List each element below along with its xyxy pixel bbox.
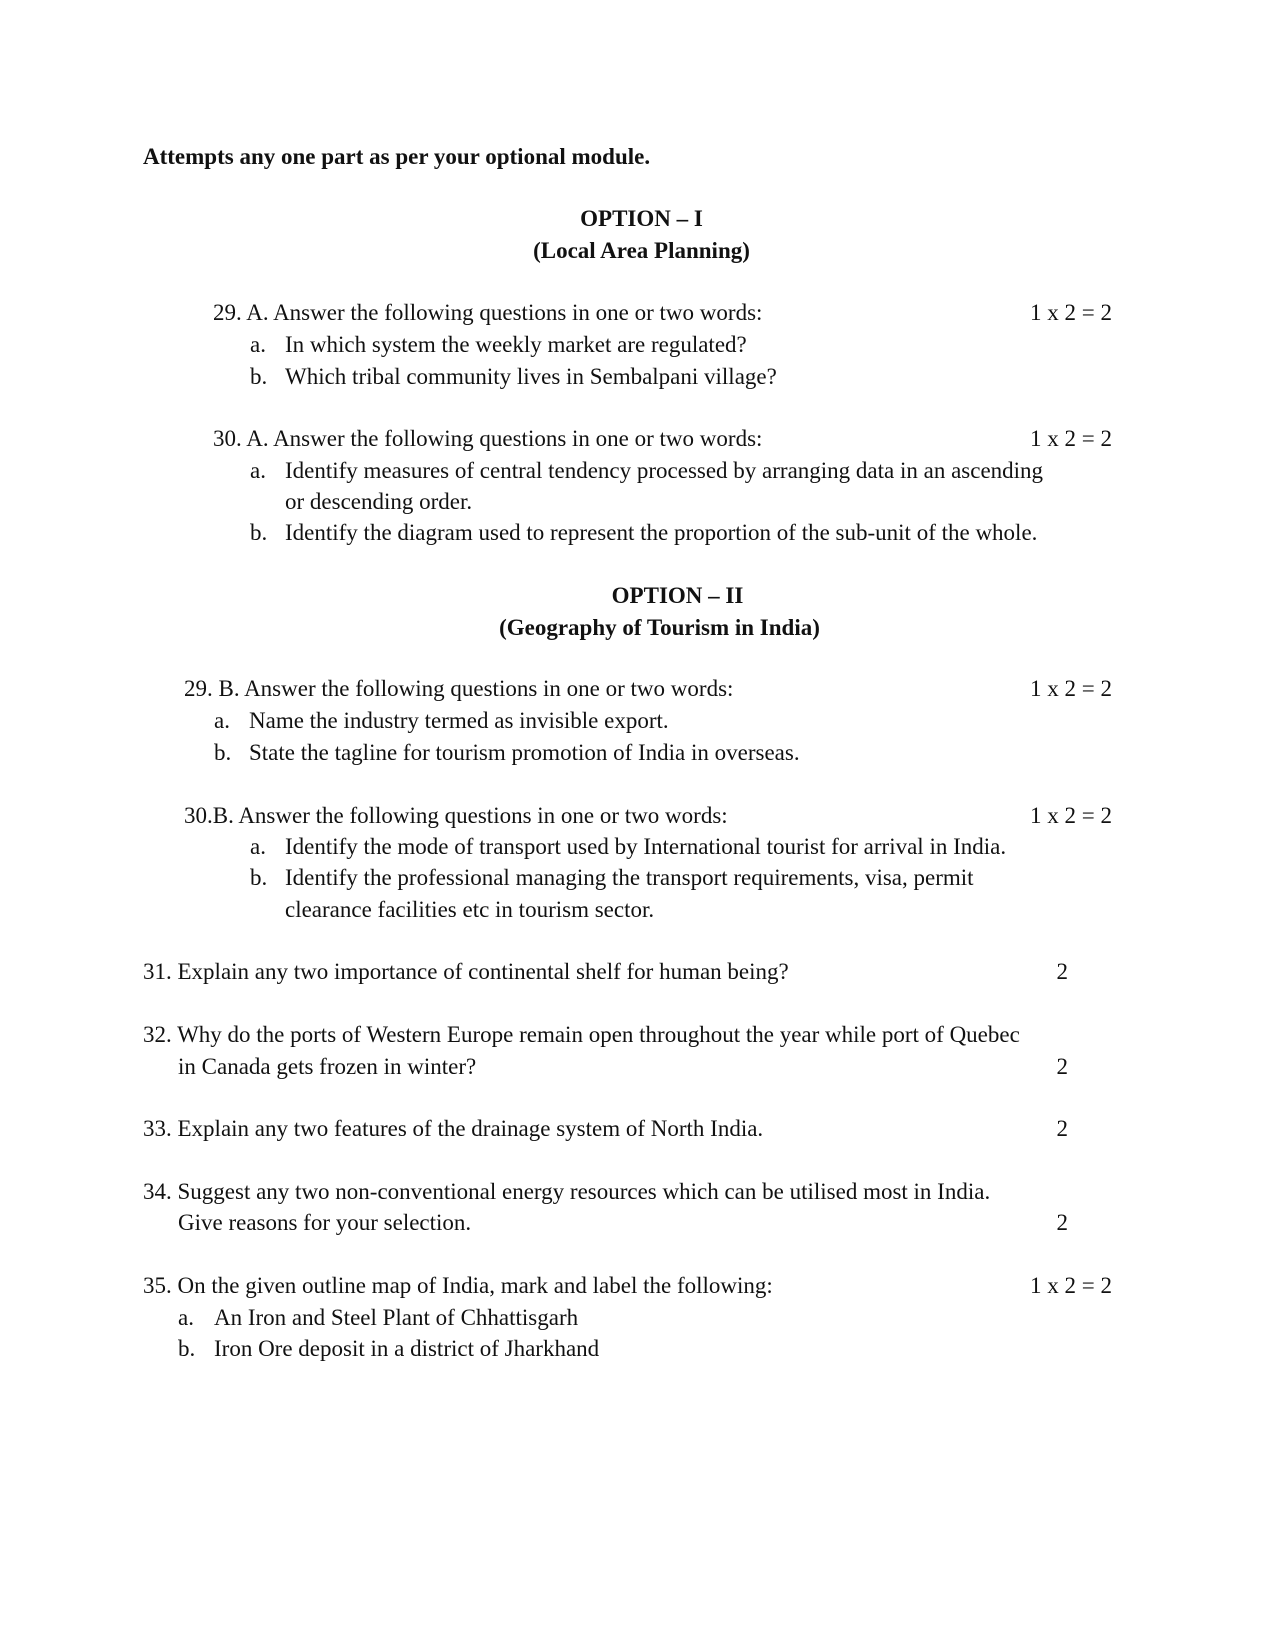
question-35-b-text: Iron Ore deposit in a district of Jharkhand (214, 1336, 600, 1361)
question-30a-a-line1: Identify measures of central tendency processed by arranging data in an ascending (285, 458, 1044, 483)
question-30a-a-label: a. (250, 458, 266, 483)
question-32-marks: 2 (1056, 1054, 1068, 1079)
question-29a-a-text: In which system the weekly market are regulated? (285, 332, 747, 357)
question-35-marks: 1 x 2 = 2 (1030, 1273, 1112, 1298)
question-30a-marks: 1 x 2 = 2 (1030, 426, 1112, 451)
question-29b-marks: 1 x 2 = 2 (1030, 676, 1112, 701)
question-29b-b-text: State the tagline for tourism promotion of India in overseas. (249, 740, 800, 765)
question-35-b-label: b. (178, 1336, 196, 1361)
question-30b-b-line2: clearance facilities etc in tourism sector. (285, 897, 655, 922)
question-29a-b-label: b. (250, 364, 268, 389)
question-29a-a-label: a. (250, 332, 266, 357)
instruction: Attempts any one part as per your optional module. (143, 144, 651, 169)
question-29a-marks: 1 x 2 = 2 (1030, 300, 1112, 325)
question-30a-b-text: Identify the diagram used to represent the proportion of the sub-unit of the whole. (285, 520, 1038, 545)
question-30b-a-text: Identify the mode of transport used by International tourist for arrival in India. (285, 834, 1007, 859)
question-30b-b-line1: Identify the professional managing the transport requirements, visa, permit (285, 865, 974, 890)
option1-subheading: (Local Area Planning) (533, 238, 750, 263)
option2-subheading: (Geography of Tourism in India) (499, 615, 820, 640)
question-35-a-label: a. (178, 1305, 194, 1330)
question-33-marks: 2 (1056, 1116, 1068, 1141)
question-31-marks: 2 (1056, 959, 1068, 984)
question-32-line1: 32. Why do the ports of Western Europe remain open throughout the year while port of Quebec (143, 1022, 1020, 1047)
question-34-line2: Give reasons for your selection. (178, 1210, 472, 1235)
question-30a-a-line2: or descending order. (285, 489, 473, 514)
question-34-marks: 2 (1056, 1210, 1068, 1235)
question-29b-b-label: b. (214, 740, 232, 765)
question-29b-a-text: Name the industry termed as invisible export. (249, 708, 669, 733)
question-34-line1: 34. Suggest any two non-conventional energy resources which can be utilised most in India. (143, 1179, 991, 1204)
question-32-line2: in Canada gets frozen in winter? (178, 1054, 477, 1079)
question-29a-b-text: Which tribal community lives in Sembalpani village? (285, 364, 777, 389)
question-29b: 29. B. Answer the following questions in one or two words: (184, 676, 734, 701)
question-30b-marks: 1 x 2 = 2 (1030, 803, 1112, 828)
question-33: 33. Explain any two features of the drainage system of North India. (143, 1116, 764, 1141)
question-30a-b-label: b. (250, 520, 268, 545)
question-35: 35. On the given outline map of India, mark and label the following: (143, 1273, 773, 1298)
question-29a: 29. A. Answer the following questions in one or two words: (213, 300, 763, 325)
option1-heading: OPTION – I (580, 206, 703, 231)
question-30a: 30. A. Answer the following questions in one or two words: (213, 426, 763, 451)
question-35-a-text: An Iron and Steel Plant of Chhattisgarh (214, 1305, 579, 1330)
question-30b: 30.B. Answer the following questions in one or two words: (184, 803, 728, 828)
question-29b-a-label: a. (214, 708, 230, 733)
option2-heading: OPTION – II (611, 583, 744, 608)
question-31: 31. Explain any two importance of continental shelf for human being? (143, 959, 789, 984)
question-30b-a-label: a. (250, 834, 266, 859)
question-30b-b-label: b. (250, 865, 268, 890)
